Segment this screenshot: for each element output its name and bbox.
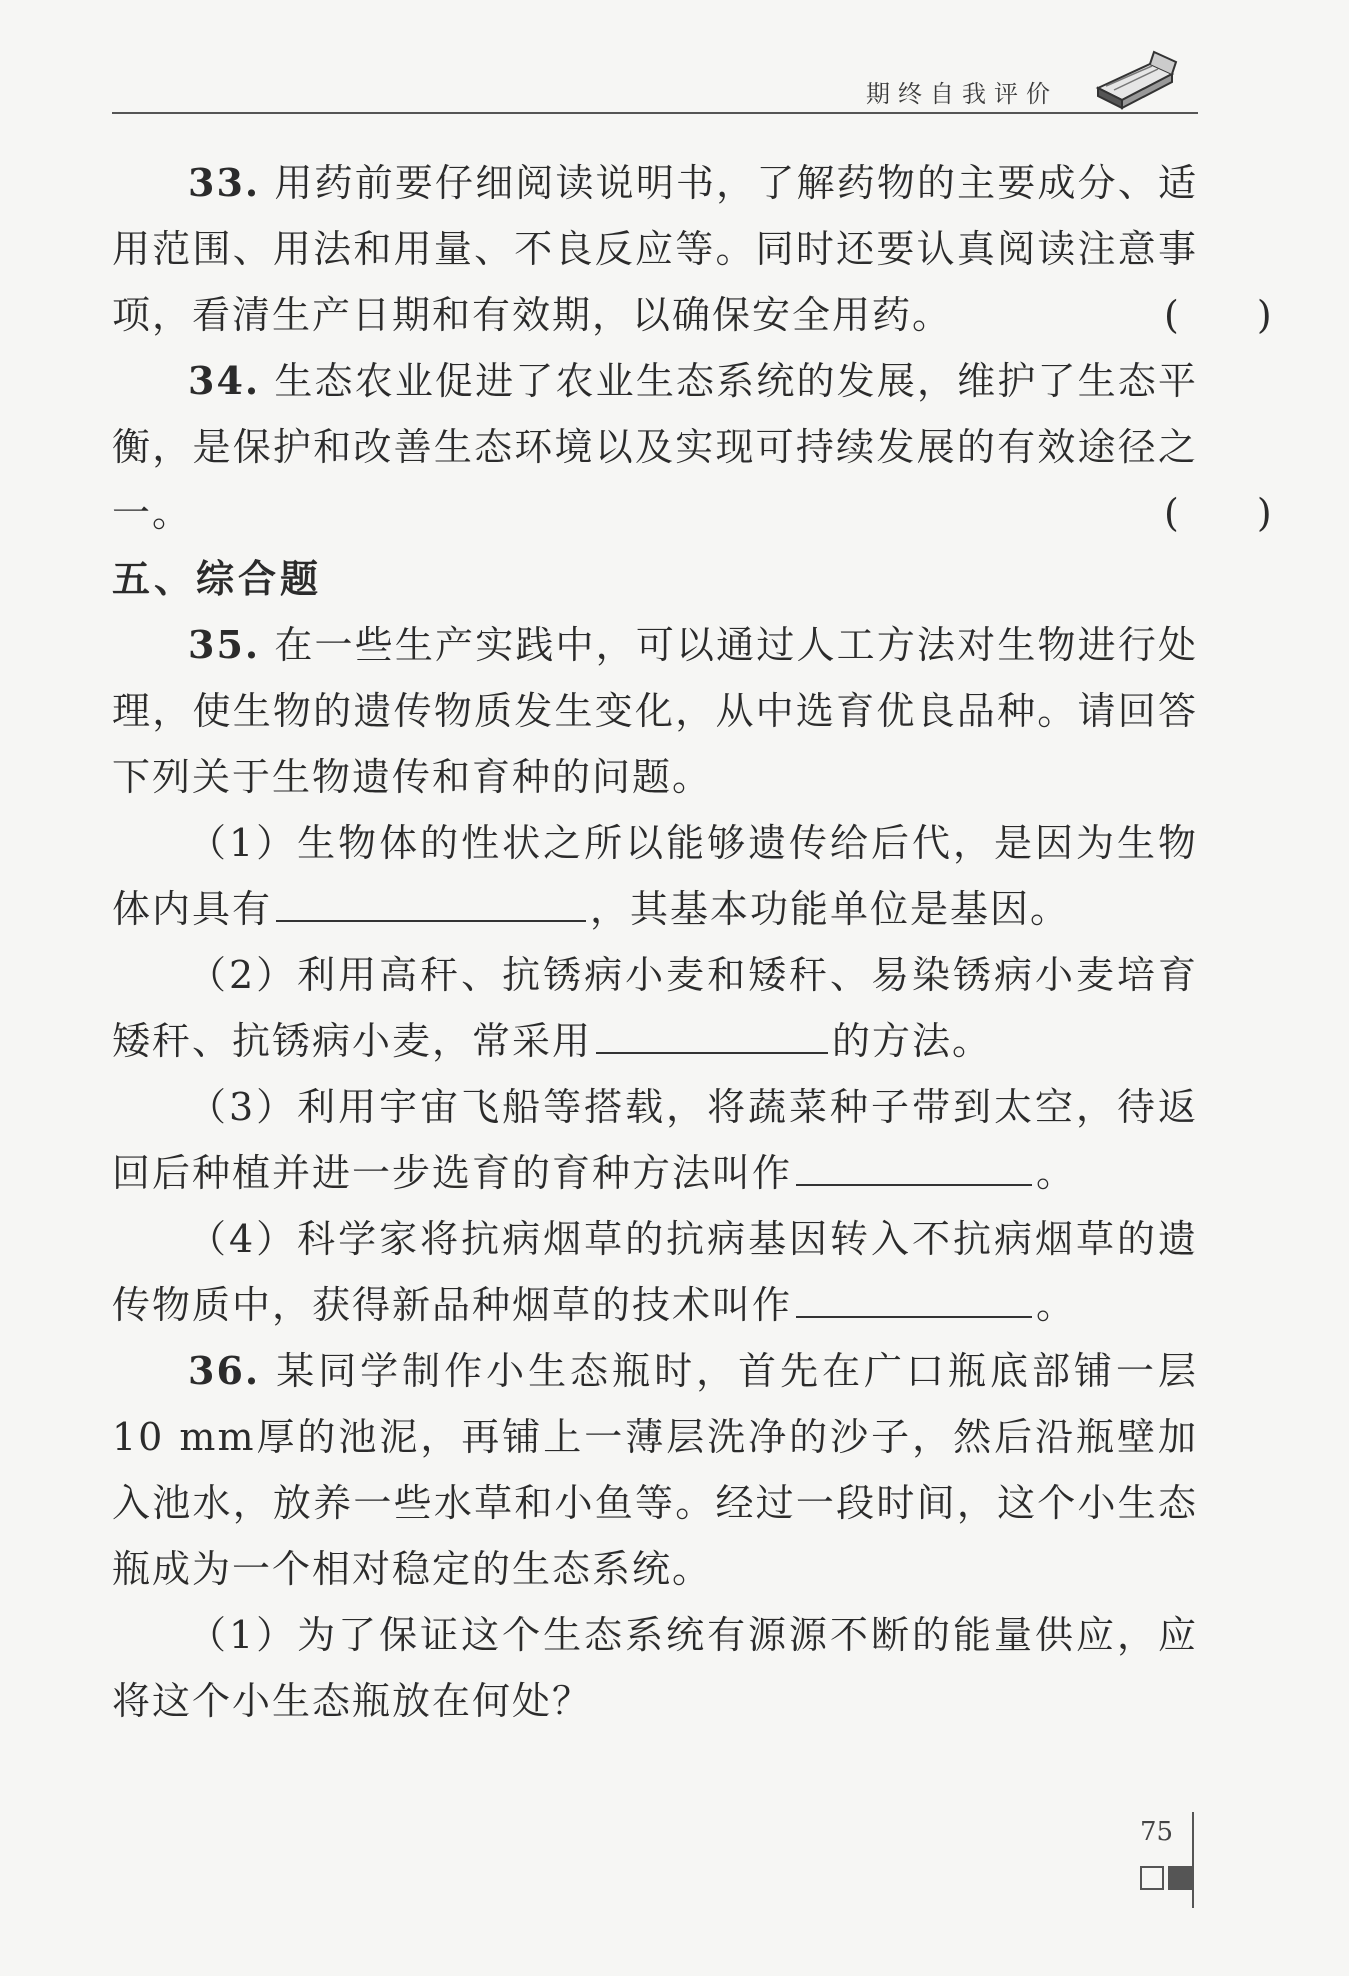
footer-divider — [1192, 1812, 1194, 1908]
question-36 — [112, 1338, 1198, 1602]
question-36-part-1: （1）为了保证这个生态系统有源源不断的能量供应，应将这个小生态瓶放在何处？ — [112, 1613, 1198, 1723]
answer-blank[interactable] — [276, 876, 586, 922]
question-text: 生态农业促进了农业生态系统的发展，维护了生态平衡，是保护和改善生态环境以及实现可持续发展的有效途径之一。 — [112, 359, 1198, 535]
square-filled-icon — [1168, 1866, 1192, 1890]
question-text: 用药前要仔细阅读说明书，了解药物的主要成分、适用范围、用法和用量、不良反应等。同时还要认真阅读注意事项，看清生产日期和有效期，以确保安全用药。 — [112, 161, 1198, 337]
question-text: 某同学制作小生态瓶时，首先在广口瓶底部铺一层10 mm厚的池泥，再铺上一薄层洗净的沙子，然后沿瓶壁加入池水，放养一些水草和小鱼等。经过一段时间，这个小生态瓶成为一个相对稳定的生态系统。 — [112, 1349, 1198, 1591]
answer-parentheses[interactable]: ( ) — [1164, 293, 1274, 337]
page-number: 75 — [1140, 1817, 1174, 1847]
page-content — [112, 150, 1274, 1734]
question-number: 33. — [188, 160, 261, 205]
answer-blank[interactable] — [596, 1008, 828, 1054]
answer-blank[interactable] — [796, 1140, 1032, 1186]
question-34 — [112, 348, 1274, 546]
question-33 — [112, 150, 1274, 348]
book-icon — [1092, 48, 1180, 112]
answer-blank[interactable] — [796, 1272, 1032, 1318]
question-number: 35. — [188, 622, 261, 667]
question-text: 在一些生产实践中，可以通过人工方法对生物进行处理，使生物的遗传物质发生变化，从中选育优良品种。请回答下列关于生物遗传和育种的问题。 — [112, 623, 1198, 799]
question-35-part-2: （2）利用高秆、抗锈病小麦和矮秆、易染锈病小麦培育矮秆、抗锈病小麦，常采用 的方法。 — [112, 953, 1198, 1063]
page-header — [112, 40, 1198, 112]
square-outline-icon — [1140, 1866, 1164, 1890]
header-divider — [112, 112, 1198, 114]
answer-parentheses[interactable]: ( ) — [1164, 491, 1274, 535]
question-number: 36. — [188, 1348, 261, 1393]
section-heading: 五、综合题 — [112, 557, 323, 601]
question-35-part-3: （3）利用宇宙飞船等搭载，将蔬菜种子带到太空，待返回后种植并进一步选育的育种方法叫作 。 — [112, 1085, 1198, 1195]
question-35 — [112, 612, 1198, 810]
footer-marks — [1140, 1866, 1196, 1890]
question-35-part-1: （1）生物体的性状之所以能够遗传给后代，是因为生物体内具有 ，其基本功能单位是基因。 — [112, 821, 1198, 931]
header-title: 期终自我评价 — [866, 80, 1058, 108]
question-number: 34. — [188, 358, 261, 403]
question-35-part-4: （4）科学家将抗病烟草的抗病基因转入不抗病烟草的遗传物质中，获得新品种烟草的技术叫作 。 — [112, 1217, 1198, 1327]
